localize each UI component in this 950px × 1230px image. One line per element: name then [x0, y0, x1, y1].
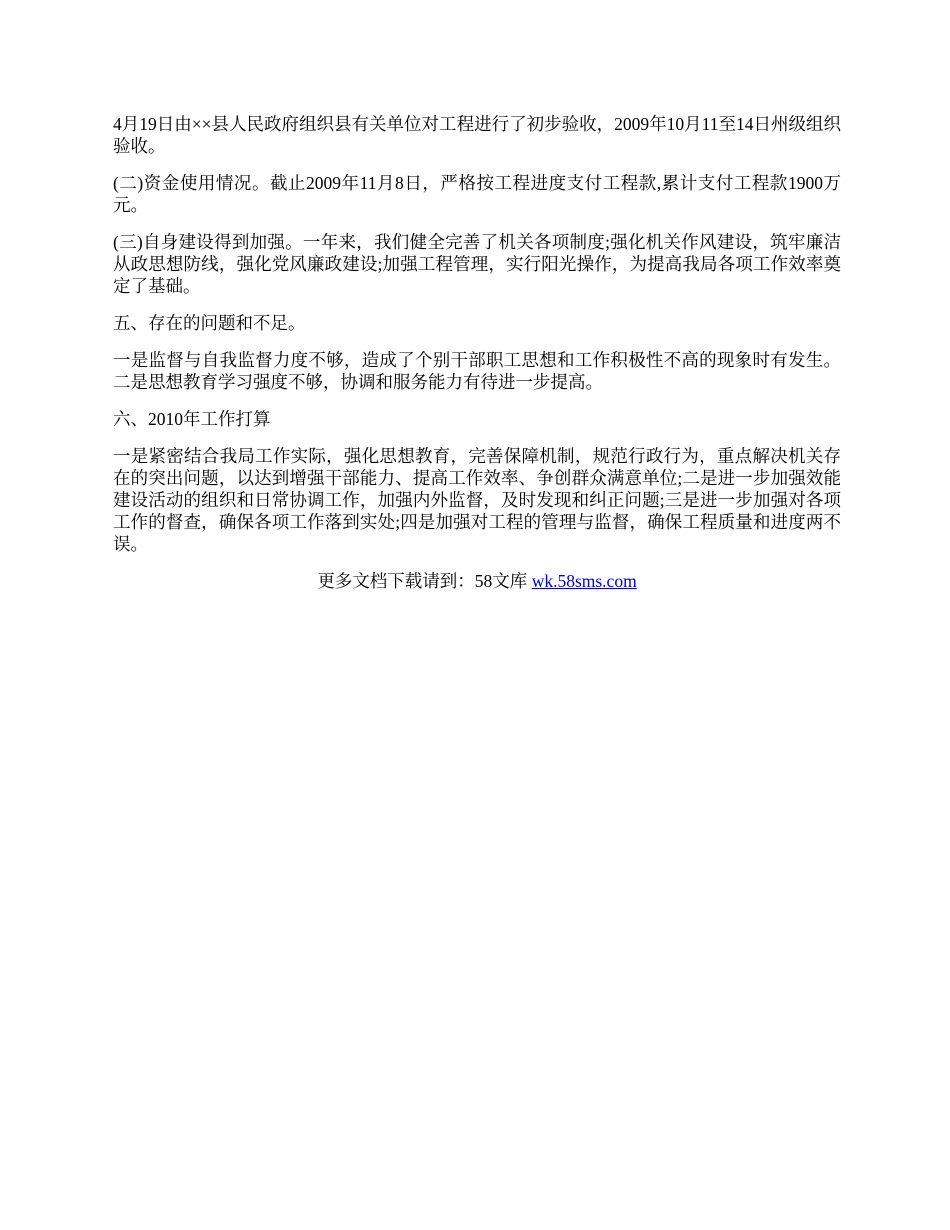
paragraph-acceptance: 4月19日由××县人民政府组织县有关单位对工程进行了初步验收，2009年10月11至14日州级组织验收。	[113, 114, 841, 156]
footer	[113, 570, 841, 592]
paragraph-funds: (二)资金使用情况。截止2009年11月8日，严格按工程进度支付工程款,累计支付工程款1900万元。	[113, 173, 841, 215]
section-6-body: 一是紧密结合我局工作实际，强化思想教育，完善保障机制，规范行政行为，重点解决机关存在的突出问题，以达到增强干部能力、提高工作效率、争创群众满意单位;二是进一步加强效能建设活动的组织和日常协调工作，加强内外监督，及时发现和纠正问题;三是进一步加强对各项工作的督查，确保各项工作落到实处;四是加强对工程的管理与监督，确保工程质量和进度两不误。	[113, 446, 841, 554]
footer-text: 更多文档下载请到：58文库	[317, 571, 532, 591]
section-5-body: 一是监督与自我监督力度不够，造成了个别干部职工思想和工作积极性不高的现象时有发生。二是思想教育学习强度不够，协调和服务能力有待进一步提高。	[113, 350, 841, 392]
footer-link[interactable]: wk.58sms.com	[531, 571, 637, 591]
document-page	[113, 113, 841, 592]
paragraph-self-building: (三)自身建设得到加强。一年来，我们健全完善了机关各项制度;强化机关作风建设，筑牢廉洁从政思想防线，强化党风廉政建设;加强工程管理，实行阳光操作，为提高我局各项工作效率奠定了基础。	[113, 232, 841, 296]
section-5-heading: 五、存在的问题和不足。	[113, 313, 306, 333]
section-6-heading: 六、2010年工作打算	[113, 409, 271, 429]
